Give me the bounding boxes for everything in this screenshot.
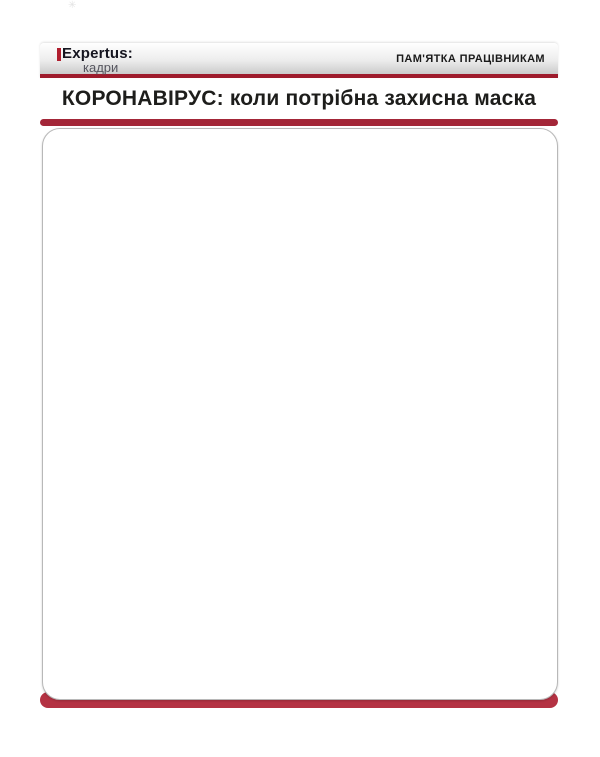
logo-red-bar-icon (57, 48, 61, 61)
header-right-text: ПАМ'ЯТКА ПРАЦІВНИКАМ (396, 52, 545, 65)
logo-text: Expertus: (62, 45, 133, 62)
corner-mark: ✳ (68, 0, 77, 11)
logo-subtext: кадри (83, 60, 119, 75)
expertus-logo (57, 46, 133, 75)
red-divider-top (40, 119, 558, 126)
header-band (40, 43, 558, 78)
content-card (42, 128, 558, 700)
page-title: КОРОНАВІРУС: коли потрібна захисна маска (61, 87, 537, 110)
